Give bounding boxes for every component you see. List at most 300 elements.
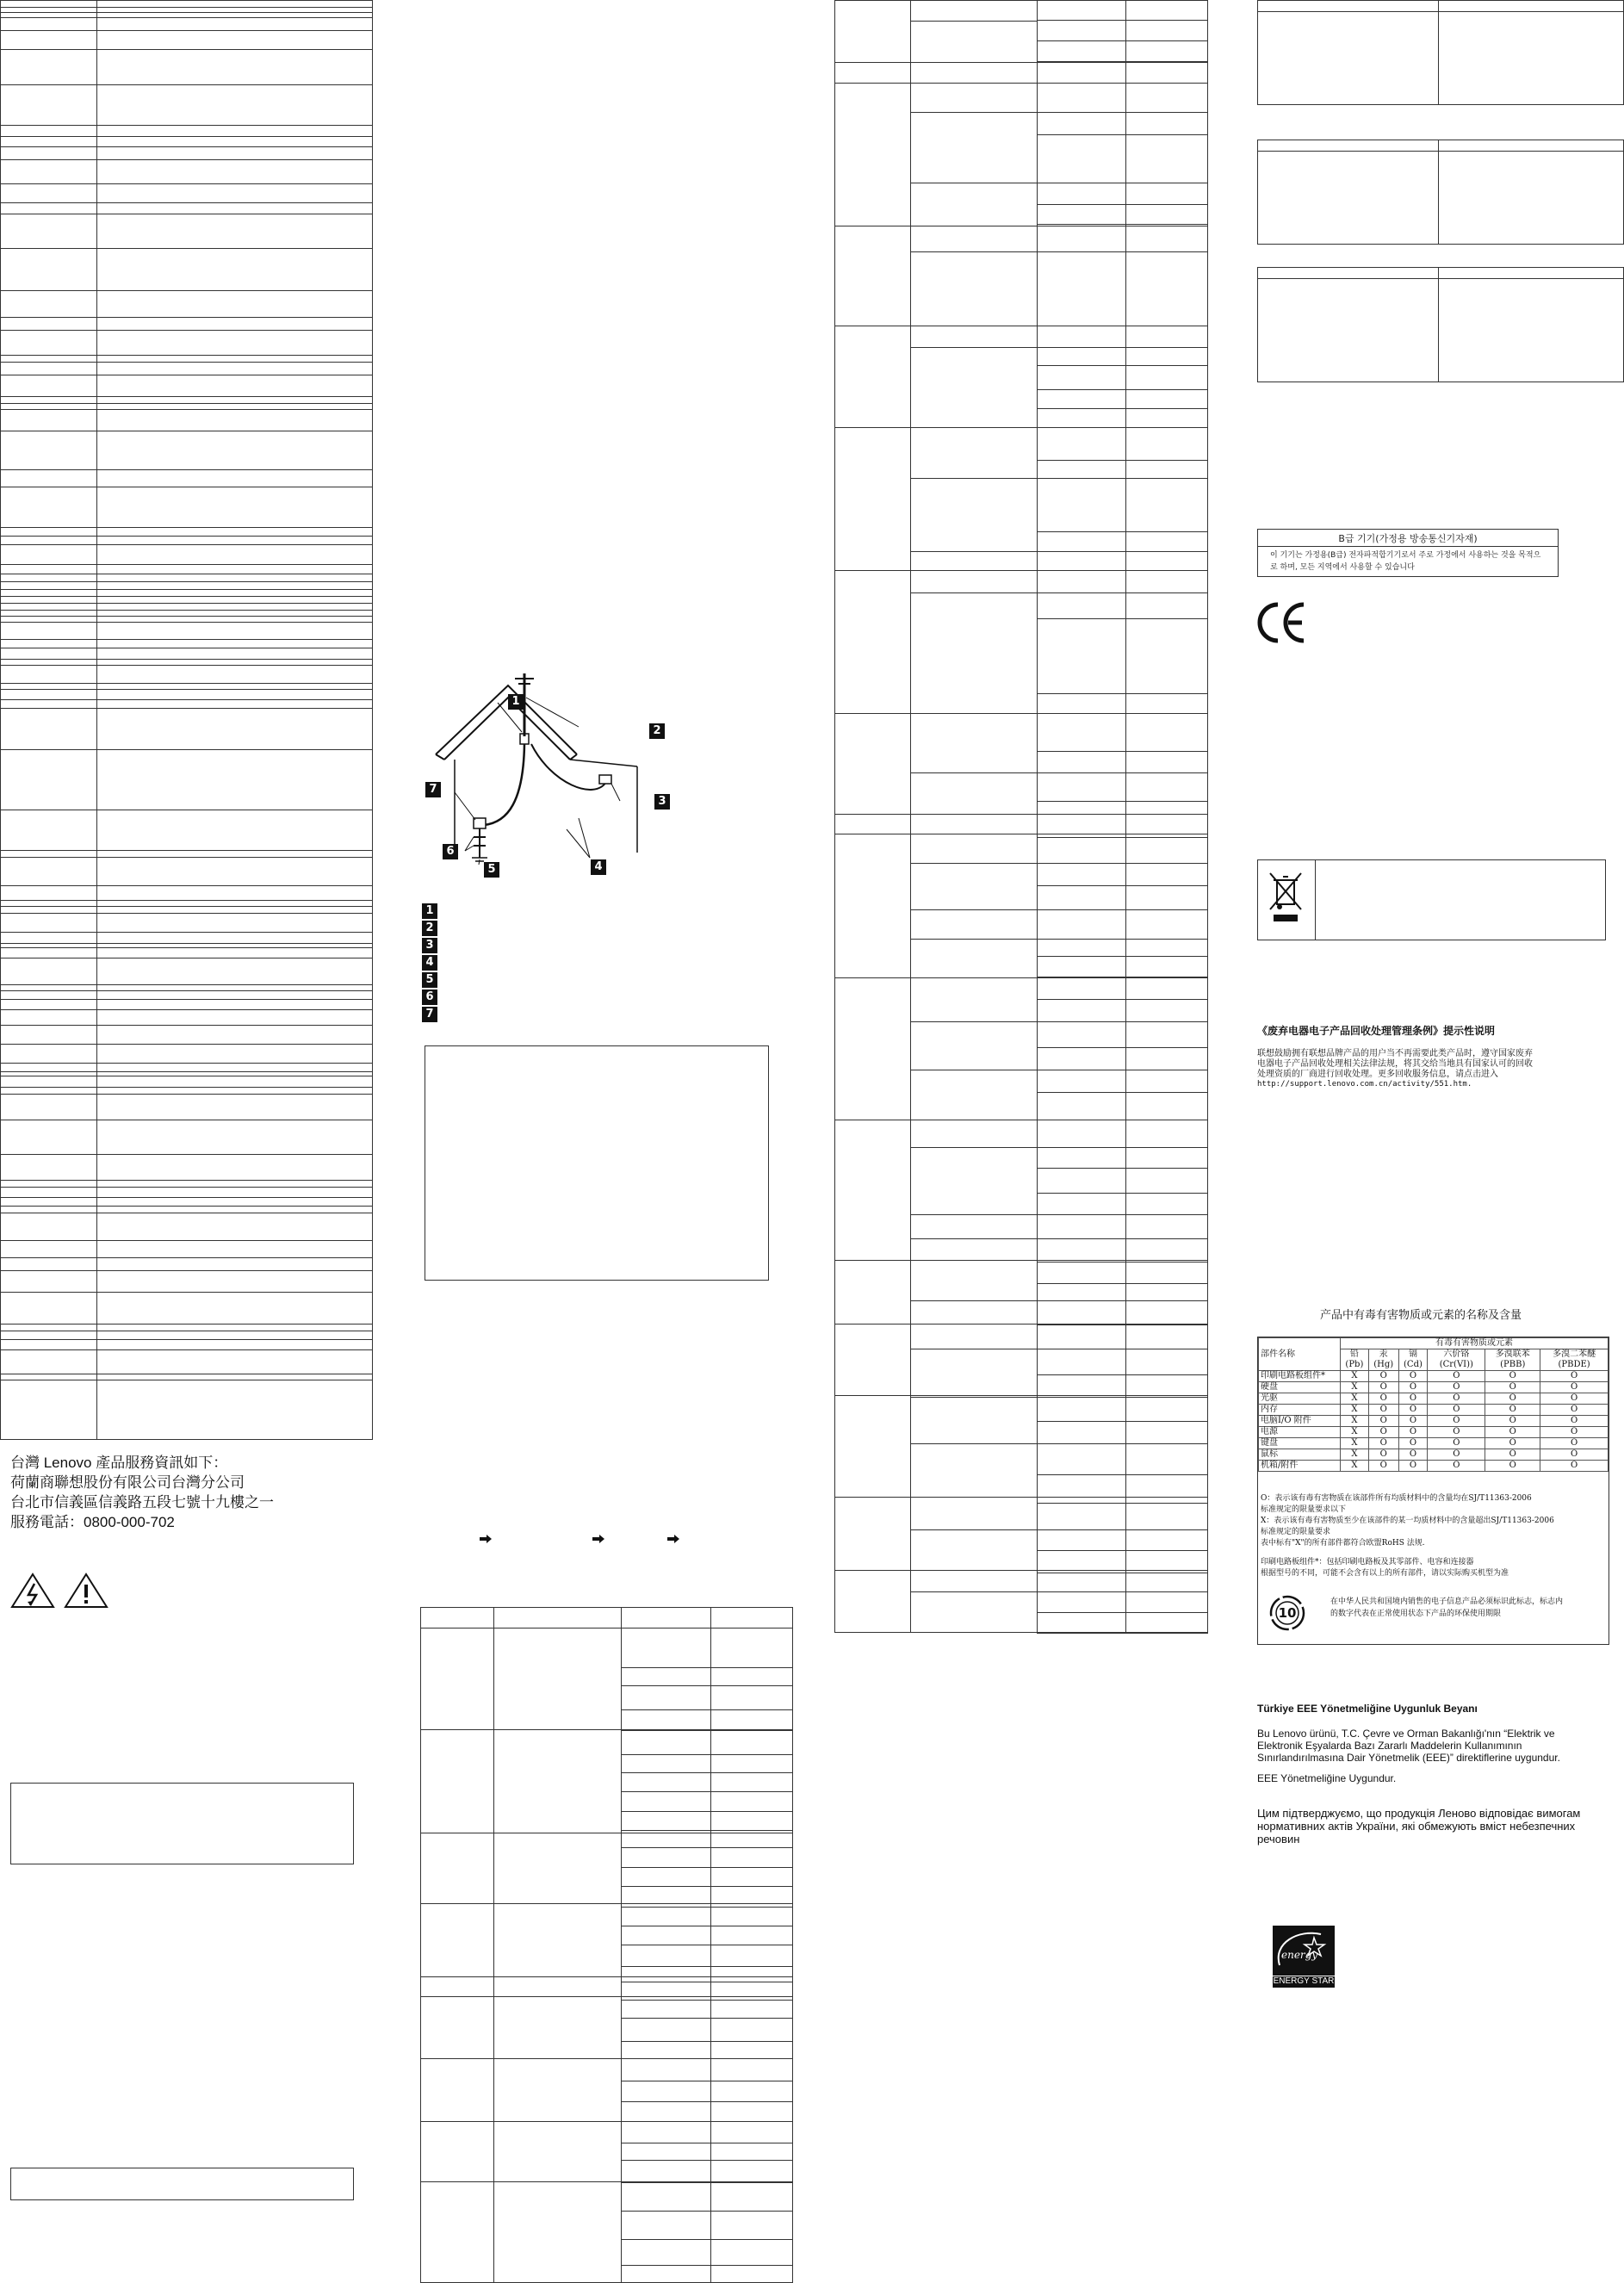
- table-row-line: [1037, 1047, 1208, 1048]
- rohs-column-header: 多溴联苯 (PBB): [1485, 1349, 1540, 1371]
- small-table-frame: [1257, 140, 1624, 245]
- table-row-line: [0, 564, 373, 565]
- table-group-line: [420, 1607, 793, 1608]
- table-row-line: [0, 708, 373, 709]
- rohs-note-4a: 印刷电路板组件*：包括印刷电路板及其零部件、电容和连接器: [1261, 1558, 1474, 1566]
- legend-number-4: 4: [422, 955, 437, 971]
- rohs-cell: O: [1485, 1427, 1540, 1438]
- rohs-cell: X: [1341, 1382, 1369, 1393]
- rohs-row: [1259, 1405, 1609, 1416]
- weee-notice-box: [1257, 859, 1606, 940]
- legend-number-5: 5: [422, 972, 437, 988]
- table-row-line: [0, 1324, 373, 1325]
- table-row-line: [0, 913, 373, 914]
- table-row-line: [1037, 1300, 1208, 1301]
- table-row-line: [621, 1685, 793, 1686]
- table-row-line: [1037, 909, 1208, 910]
- table-row-line: [1037, 251, 1208, 252]
- rohs-cell: O: [1428, 1461, 1485, 1472]
- table-column-line: [1037, 0, 1038, 1633]
- rohs-column-header: 多溴二苯醚 (PBDE): [1540, 1349, 1609, 1371]
- table-subrow-line: [910, 1238, 1037, 1239]
- table-subrow-line: [910, 1300, 1037, 1301]
- rohs-note-3: 表中标有"X"的所有部件都符合欧盟RoHS 法规.: [1261, 1539, 1425, 1548]
- taiwan-service-line3: 台北市信義區信義路五段七號十九樓之一: [10, 1494, 274, 1511]
- rohs-cell: O: [1368, 1461, 1398, 1472]
- table-row-line: [1037, 592, 1208, 593]
- table-row-line: [0, 183, 373, 184]
- small-table-frame: [1257, 0, 1624, 105]
- table-group-line: [420, 1729, 793, 1730]
- electric-shock-warning-icon: [10, 1573, 55, 1609]
- rohs-row: [1259, 1382, 1609, 1393]
- rohs-group-header: 有毒有害物质或元素: [1341, 1338, 1609, 1349]
- table-row-line: [0, 749, 373, 750]
- table-row-line: [0, 1009, 373, 1010]
- rohs-table: [1258, 1337, 1609, 1472]
- table-group-line: [834, 814, 1208, 815]
- table-column-line: [910, 0, 911, 1633]
- table-row-line: [1037, 885, 1208, 886]
- table-row-line: [1037, 1633, 1208, 1634]
- table-row-line: [0, 689, 373, 690]
- rohs-cell: O: [1398, 1461, 1428, 1472]
- table-row-line: [1037, 408, 1208, 409]
- rohs-cell: O: [1540, 1382, 1609, 1393]
- table-row-line: [621, 2239, 793, 2240]
- table-row-line: [1037, 1021, 1208, 1022]
- table-row-line: [0, 581, 373, 582]
- energy-star-label: ENERGY STAR: [1273, 1976, 1335, 1986]
- table-row-line: [0, 1044, 373, 1045]
- table-row-line: [1037, 939, 1208, 940]
- table-row-line: [1037, 837, 1208, 838]
- table-row-line: [0, 1270, 373, 1271]
- rohs-cell: O: [1368, 1393, 1398, 1405]
- table-row-line: [0, 125, 373, 126]
- rohs-cell: X: [1341, 1393, 1369, 1405]
- taiwan-service-line4: 服務電話：0800-000-702: [10, 1514, 175, 1530]
- rohs-cell: O: [1428, 1382, 1485, 1393]
- table-row-line: [1037, 1397, 1208, 1398]
- table-row-line: [621, 2000, 793, 2001]
- table-row-line: [0, 1063, 373, 1064]
- diagram-callout-2: 2: [649, 723, 665, 739]
- rohs-part-header: 部件名称: [1259, 1338, 1341, 1371]
- table-row-line: [0, 7, 373, 8]
- rohs-column-header: 汞(Hg): [1368, 1349, 1398, 1371]
- turkey-line2: Elektronik Eşyalarda Bazı Zararlı Maddelerin Kullanımının: [1257, 1740, 1522, 1752]
- table-row-line: [0, 906, 373, 907]
- table-row-line: [0, 12, 373, 13]
- table-subrow-line: [910, 347, 1037, 348]
- table-group-line: [420, 1976, 793, 1977]
- table-row-line: [0, 536, 373, 537]
- table-row-line: [0, 1094, 373, 1095]
- table-row-line: [621, 1847, 793, 1848]
- table-row-line: [1037, 999, 1208, 1000]
- rohs-cell: O: [1485, 1449, 1540, 1461]
- table-group-line: [834, 1632, 1208, 1633]
- rohs-row: [1259, 1416, 1609, 1427]
- rohs-cell: O: [1540, 1405, 1609, 1416]
- notice-box-2: [10, 2168, 354, 2200]
- rohs-row: [1259, 1461, 1609, 1472]
- rohs-cell: O: [1428, 1416, 1485, 1427]
- rohs-cell: X: [1341, 1371, 1369, 1382]
- rohs-cell: O: [1485, 1416, 1540, 1427]
- arrow-right-icon: [480, 1535, 492, 1543]
- table-row-line: [1037, 1591, 1208, 1592]
- table-row-line: [1037, 1147, 1208, 1148]
- table-group-line: [834, 1570, 1208, 1571]
- table-group-line: [834, 62, 1208, 63]
- arrow-right-icon: [667, 1535, 679, 1543]
- rohs-cell: O: [1540, 1416, 1609, 1427]
- table-row-line: [0, 984, 373, 985]
- table-subrow-line: [910, 1214, 1037, 1215]
- table-subrow-line: [910, 592, 1037, 593]
- table-row-line: [0, 639, 373, 640]
- table-row-line: [621, 1772, 793, 1773]
- rohs-part-name: 电脑I/O 附件: [1259, 1416, 1341, 1427]
- table-row-line: [1037, 1092, 1208, 1093]
- turkey-title: Türkiye EEE Yönetmeliğine Uygunluk Beyanı: [1257, 1703, 1478, 1715]
- rohs-note-2b: 标准规定的限量要求: [1261, 1528, 1331, 1536]
- rohs-cell: O: [1540, 1371, 1609, 1382]
- table-row-line: [0, 17, 373, 18]
- rohs-cell: X: [1341, 1427, 1369, 1438]
- table-row-line: [0, 589, 373, 590]
- table-row-line: [0, 1025, 373, 1026]
- small-table-frame: [1257, 267, 1624, 382]
- rohs-cell: O: [1398, 1371, 1428, 1382]
- table-row-line: [0, 947, 373, 948]
- table-row-line: [621, 1709, 793, 1710]
- notice-box-1: [10, 1783, 354, 1864]
- table-row-line: [0, 403, 373, 404]
- table-group-line: [420, 1996, 793, 1997]
- table-row-line: [0, 999, 373, 1000]
- table-row-line: [0, 1154, 373, 1155]
- small-table-column-line: [1438, 0, 1439, 105]
- table-row-line: [1037, 618, 1208, 619]
- table-row-line: [0, 1292, 373, 1293]
- table-row-line: [0, 202, 373, 203]
- table-row-line: [1037, 365, 1208, 366]
- table-subrow-line: [910, 478, 1037, 479]
- table-row-line: [621, 1966, 793, 1967]
- table-row-line: [621, 2101, 793, 2102]
- rohs-cell: X: [1341, 1461, 1369, 1472]
- energy-star-icon: [1273, 1926, 1335, 1988]
- table-row-line: [1037, 1612, 1208, 1613]
- ce-mark-icon: [1257, 601, 1307, 644]
- table-row-line: [0, 900, 373, 901]
- table-row-line: [1037, 1168, 1208, 1169]
- legend-number-2: 2: [422, 921, 437, 936]
- diagram-callout-3: 3: [654, 794, 670, 810]
- table-row-line: [1037, 1503, 1208, 1504]
- ukraine-line2: нормативних актів України, які обмежують вміст небезпечних: [1257, 1820, 1576, 1833]
- rohs-title: 产品中有毒有害物质或元素的名称及含量: [1319, 1309, 1522, 1322]
- korea-divider: [1258, 546, 1558, 547]
- table-row-line: [1037, 134, 1208, 135]
- table-group-line: [420, 2058, 793, 2059]
- table-row-line: [0, 146, 373, 147]
- table-group-line: [420, 1903, 793, 1904]
- rohs-row: [1259, 1371, 1609, 1382]
- table-frame: [834, 0, 1208, 1633]
- table-row-line: [0, 610, 373, 611]
- rohs-cell: O: [1485, 1461, 1540, 1472]
- table-row-line: [1037, 1421, 1208, 1422]
- table-group-line: [834, 83, 1208, 84]
- rohs-part-name: 印刷电路板组件*: [1259, 1371, 1341, 1382]
- rohs-row: [1259, 1438, 1609, 1449]
- table-row-line: [0, 355, 373, 356]
- table-row-line: [1037, 224, 1208, 225]
- table-row-line: [621, 1667, 793, 1668]
- table-row-line: [0, 248, 373, 249]
- rohs-cell: O: [1398, 1438, 1428, 1449]
- table-row-line: [0, 84, 373, 85]
- table-row-line: [1037, 389, 1208, 390]
- table-row-line: [0, 932, 373, 933]
- china-recycling-line1: 联想鼓励拥有联想品牌产品的用户当不再需要此类产品时，遵守国家废弃: [1257, 1049, 1533, 1058]
- table-column-line: [1125, 0, 1126, 1633]
- table-row-line: [0, 943, 373, 944]
- rohs-cell: O: [1485, 1393, 1540, 1405]
- table-row-line: [0, 290, 373, 291]
- small-table-column-line: [1438, 140, 1439, 245]
- rohs-column-header: 铅(Pb): [1341, 1349, 1369, 1371]
- table-row-line: [0, 1349, 373, 1350]
- table-group-line: [834, 1497, 1208, 1498]
- table-row-line: [1037, 460, 1208, 461]
- rohs-cell: O: [1398, 1382, 1428, 1393]
- table-row-line: [1037, 478, 1208, 479]
- table-row-line: [1037, 1374, 1208, 1375]
- table-group-line: [834, 977, 1208, 978]
- rohs-part-name: 机箱/附件: [1259, 1461, 1341, 1472]
- table-row-line: [0, 616, 373, 617]
- rohs-cell: O: [1485, 1382, 1540, 1393]
- crossed-bin-icon: [1268, 872, 1305, 925]
- table-row-line: [621, 2160, 793, 2161]
- legend-number-1: 1: [422, 903, 437, 919]
- table-row-line: [1037, 1443, 1208, 1444]
- rohs-column-header: 六价铬 (Cr(VI)): [1428, 1349, 1485, 1371]
- rohs-cell: O: [1428, 1393, 1485, 1405]
- rohs-cell: O: [1428, 1438, 1485, 1449]
- table-row-line: [1037, 1193, 1208, 1194]
- korea-title: B급 기기(가정용 방송통신기자재): [1338, 533, 1478, 544]
- rohs-part-name: 键盘: [1259, 1438, 1341, 1449]
- diagram-callout-7: 7: [425, 782, 441, 797]
- rohs-cell: O: [1368, 1449, 1398, 1461]
- small-table-column-line: [1438, 267, 1439, 382]
- rohs-row: [1259, 1427, 1609, 1438]
- ukraine-line1: Цим підтверджуємо, що продукція Леново відповідає вимогам: [1257, 1807, 1581, 1820]
- rohs-cell: O: [1540, 1449, 1609, 1461]
- rohs-cell: O: [1398, 1449, 1428, 1461]
- table-row-line: [1037, 40, 1208, 41]
- rohs-cell: O: [1368, 1427, 1398, 1438]
- table-row-line: [1037, 801, 1208, 802]
- table-row-line: [1037, 1529, 1208, 1530]
- table-row-line: [1037, 1283, 1208, 1284]
- table-row-line: [0, 317, 373, 318]
- rohs-cell: O: [1428, 1371, 1485, 1382]
- table-subrow-line: [910, 713, 1037, 714]
- rohs-row: [1259, 1393, 1609, 1405]
- turkey-line3: Sınırlandırılmasına Dair Yönetmelik (EEE)” direktiflerine uygundur.: [1257, 1752, 1560, 1764]
- table-row-line: [0, 990, 373, 991]
- diagram-callout-4: 4: [591, 859, 606, 875]
- turkey-line4: EEE Yönetmeliğine Uygundur.: [1257, 1772, 1397, 1784]
- table-row-line: [0, 850, 373, 851]
- turkey-line1: Bu Lenovo ürünü, T.C. Çevre ve Orman Bakanlığı'nın “Elektrik ve: [1257, 1728, 1555, 1740]
- table-row-line: [0, 49, 373, 50]
- table-row-line: [621, 1754, 793, 1755]
- taiwan-service-line2: 荷蘭商聯想股份有限公司台灣分公司: [10, 1474, 245, 1491]
- china-recycling-url[interactable]: http://support.lenovo.com.cn/activity/551.htm.: [1257, 1080, 1472, 1089]
- table-row-line: [621, 1830, 793, 1831]
- rohs-note-2a: X：表示该有毒有害物质至少在该部件的某一均质材料中的含量超出SJ/T11363-2006: [1261, 1517, 1554, 1525]
- table-subrow-line: [910, 909, 1037, 910]
- table-subrow-line: [910, 551, 1037, 552]
- table-row-line: [621, 2182, 793, 2183]
- table-row-line: [621, 1867, 793, 1868]
- table-row-line: [1037, 772, 1208, 773]
- table-row-line: [0, 136, 373, 137]
- table-row-line: [1037, 112, 1208, 113]
- table-row-line: [0, 603, 373, 604]
- legend-number-7: 7: [422, 1007, 437, 1022]
- rohs-cell: O: [1398, 1427, 1428, 1438]
- rohs-cell: O: [1398, 1405, 1428, 1416]
- table-row-line: [1037, 1238, 1208, 1239]
- table-subrow-line: [910, 112, 1037, 113]
- table-col1-divider: [96, 0, 97, 1440]
- china-recycling-line2: 电器电子产品回收处理相关法律法规，将其交给当地具有国家认可的回收: [1257, 1059, 1533, 1069]
- antenna-grounding-diagram: [422, 672, 680, 878]
- korea-body: 이 기기는 가정용(B급) 전자파적합기기로서 주로 가정에서 사용하는 것을 목적으로 하며, 모든 지역에서 사용할 수 있습니다: [1270, 551, 1541, 572]
- rohs-part-name: 鼠标: [1259, 1449, 1341, 1461]
- epup-text-1: 在中华人民共和国境内销售的电子信息产品必须标识此标志，标志内: [1330, 1597, 1564, 1606]
- legend-number-3: 3: [422, 938, 437, 953]
- china-recycling-line3: 处理资质的厂商进行回收处理。更多回收服务信息，请点击进入: [1257, 1070, 1498, 1079]
- table-row-line: [1037, 347, 1208, 348]
- table-row-line: [1037, 204, 1208, 205]
- table-group-line: [834, 1260, 1208, 1261]
- table-row-line: [1037, 751, 1208, 752]
- table-row-line: [0, 544, 373, 545]
- table-row-line: [0, 857, 373, 858]
- table-row-line: [1037, 1550, 1208, 1551]
- rohs-cell: X: [1341, 1405, 1369, 1416]
- table-group-line: [834, 1395, 1208, 1396]
- table-row-line: [0, 30, 373, 31]
- table-row-line: [0, 1240, 373, 1241]
- table-row-line: [621, 1811, 793, 1812]
- rohs-part-name: 内存: [1259, 1405, 1341, 1416]
- rohs-part-name: 电源: [1259, 1427, 1341, 1438]
- rohs-column-header: 镉(Cd): [1398, 1349, 1428, 1371]
- small-table-header-line: [1257, 11, 1624, 12]
- table-row-line: [0, 1339, 373, 1340]
- table-row-line: [1037, 551, 1208, 552]
- table-row-line: [0, 396, 373, 397]
- rohs-cell: O: [1428, 1405, 1485, 1416]
- table-subrow-line: [910, 1529, 1037, 1530]
- rohs-notes: [1261, 1493, 1605, 1579]
- table-row-line: [621, 2265, 793, 2266]
- table-col1: [0, 0, 373, 1440]
- table-subrow-line: [910, 427, 1037, 428]
- table-row-line: [0, 596, 373, 597]
- table-row-line: [1037, 956, 1208, 957]
- korea-emc-notice: [1257, 529, 1559, 577]
- table-row-line: [0, 1187, 373, 1188]
- table-row-line: [1037, 863, 1208, 864]
- rohs-cell: O: [1540, 1427, 1609, 1438]
- caution-warning-icon: [64, 1573, 108, 1609]
- table-row-line: [0, 527, 373, 528]
- table-row-line: [0, 1180, 373, 1181]
- table-group-line: [420, 2181, 793, 2182]
- table-row-line: [0, 159, 373, 160]
- rohs-cell: O: [1368, 1438, 1398, 1449]
- table-subrow-line: [910, 1591, 1037, 1592]
- rohs-cell: O: [1398, 1416, 1428, 1427]
- rohs-cell: O: [1428, 1427, 1485, 1438]
- epup-number: 10: [1278, 1605, 1297, 1621]
- ukraine-line3: речовин: [1257, 1833, 1300, 1846]
- table-row-line: [0, 1197, 373, 1198]
- rohs-cell: O: [1368, 1382, 1398, 1393]
- rohs-note-4b: 根据型号的不同，可能不会含有以上的所有部件，请以实际购买机型为准: [1261, 1569, 1509, 1578]
- table-row-line: [0, 665, 373, 666]
- rohs-cell: X: [1341, 1449, 1369, 1461]
- rohs-part-name: 光驱: [1259, 1393, 1341, 1405]
- diagram-callout-5: 5: [484, 862, 499, 878]
- table-row-line: [1037, 531, 1208, 532]
- weee-divider: [1315, 859, 1316, 940]
- table-row-line: [0, 683, 373, 684]
- epup-text-2: 的数字代表在正常使用状态下产品的环保使用期限: [1330, 1610, 1502, 1618]
- table-row-line: [0, 330, 373, 331]
- diagram-callout-1: 1: [508, 694, 524, 710]
- table-row-line: [621, 2211, 793, 2212]
- table-row-line: [0, 1071, 373, 1072]
- rohs-cell: O: [1540, 1393, 1609, 1405]
- table-group-line: [420, 2121, 793, 2122]
- table-row-line: [621, 1886, 793, 1887]
- rohs-note-1a: O：表示该有毒有害物质在该部件所有均质材料中的含量均在SJ/T11363-2006: [1261, 1494, 1532, 1503]
- table-row-line: [621, 1907, 793, 1908]
- table-row-line: [621, 2018, 793, 2019]
- table-group-line: [834, 1324, 1208, 1325]
- rohs-cell: O: [1540, 1461, 1609, 1472]
- table-row-line: [0, 1206, 373, 1207]
- rohs-cell: O: [1485, 1371, 1540, 1382]
- rohs-row: [1259, 1449, 1609, 1461]
- small-table-header-line: [1257, 151, 1624, 152]
- table-subrow-line: [910, 939, 1037, 940]
- table-row-line: [1037, 693, 1208, 694]
